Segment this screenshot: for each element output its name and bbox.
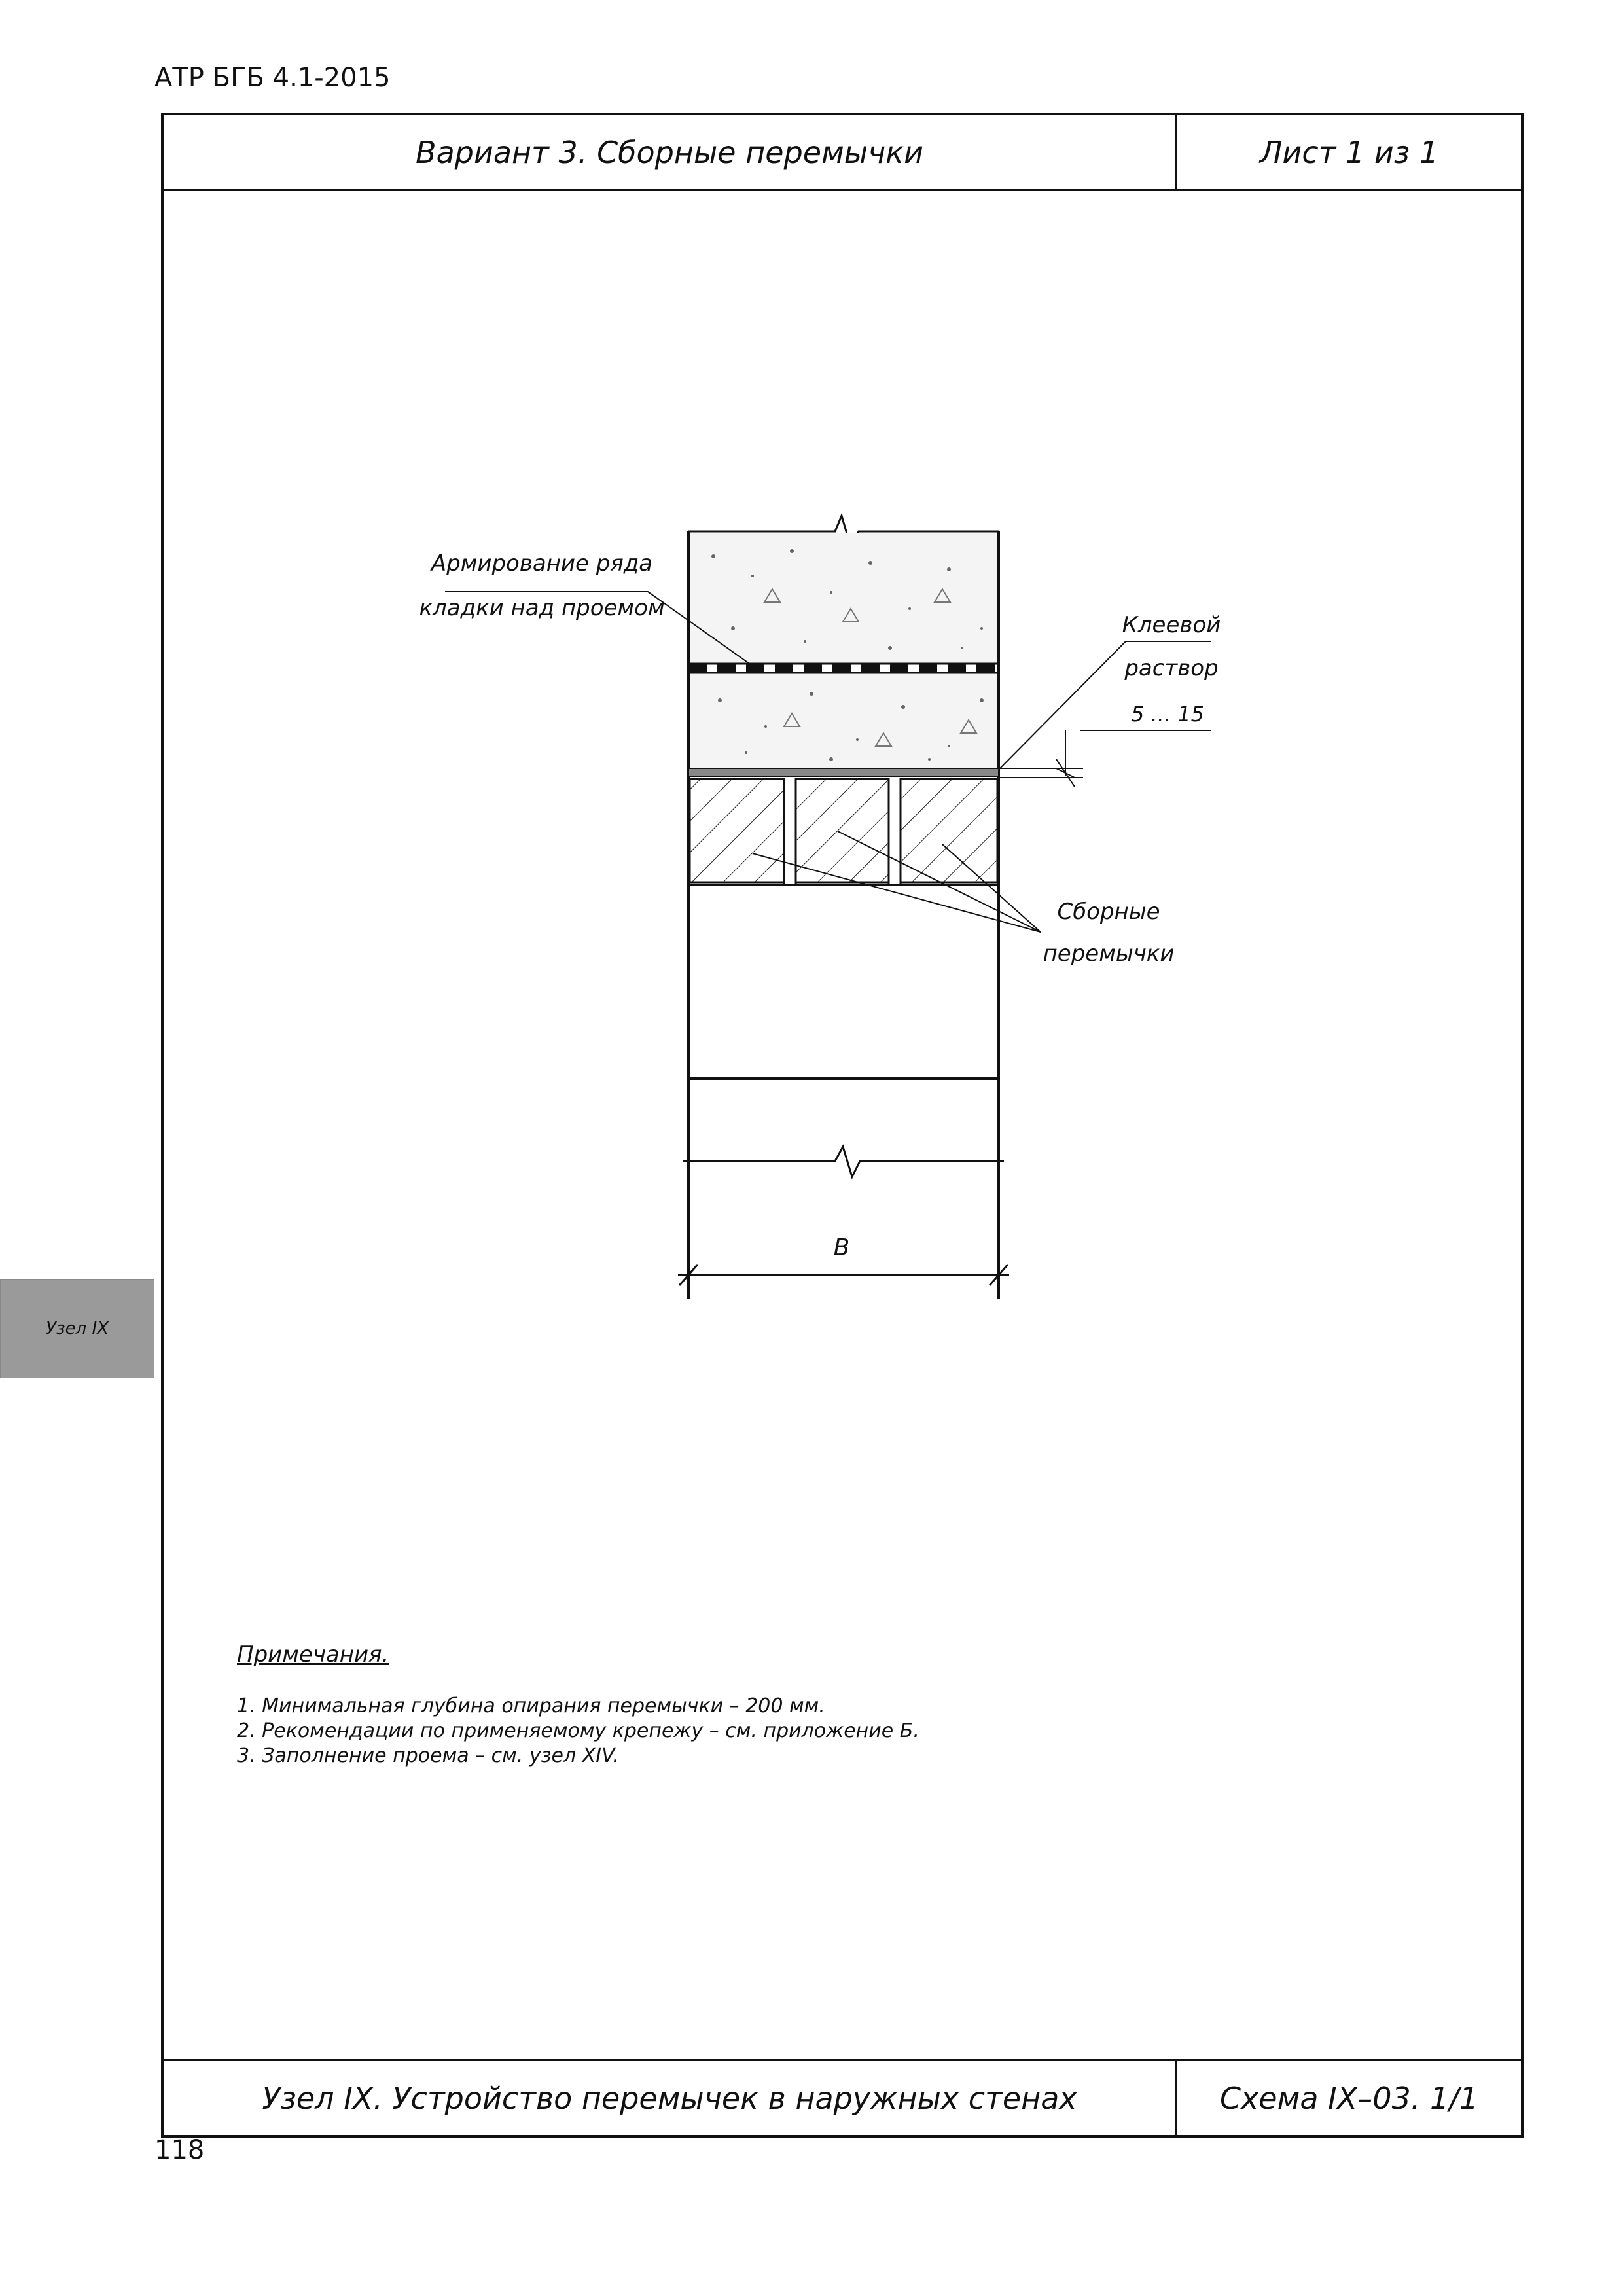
- side-tab-label: Узел IX: [45, 1319, 109, 1338]
- reinforcement-row: [688, 664, 999, 673]
- width-dimension: [678, 1165, 1009, 1299]
- note-item: 2. Рекомендации по применяемому крепежу – см. приложение Б.: [237, 1719, 919, 1742]
- document-code: АТР БГБ 4.1-2015: [154, 63, 391, 93]
- lintels-label-line2: перемычки: [1043, 941, 1175, 967]
- scheme-number: Схема IX–03. 1/1: [1219, 2080, 1479, 2116]
- note-item: 3. Заполнение проема – см. узел XIV.: [237, 1744, 619, 1767]
- note-item: 1. Минимальная глубина опирания перемычки – 200 мм.: [237, 1695, 825, 1717]
- reinforcement-label-line2: кладки над проемом: [419, 595, 665, 621]
- footer-title: Узел IX. Устройство перемычек в наружных стенах: [164, 2061, 1177, 2135]
- adhesive-label-line1: Клеевой: [1122, 612, 1221, 638]
- sheet-number: Лист 1 из 1: [1259, 134, 1439, 170]
- notes-block: [237, 1641, 919, 1768]
- width-dimension-label: B: [833, 1234, 850, 1261]
- reinforcement-label-line1: Армирование ряда: [431, 550, 653, 577]
- joint-dimension-label: 5 ... 15: [1131, 702, 1204, 726]
- notes-title: Примечания.: [237, 1641, 389, 1668]
- bottom-break-line: [683, 1147, 1004, 1177]
- masonry-block-courses: [690, 533, 997, 768]
- adhesive-joint: [688, 768, 999, 776]
- adhesive-label-line2: раствор: [1124, 655, 1219, 681]
- lintels-label-line1: Сборные: [1057, 899, 1160, 925]
- page-number: 118: [154, 2135, 205, 2165]
- sheet-title: Вариант 3. Сборные перемычки: [164, 115, 1177, 189]
- precast-lintels: [690, 778, 997, 884]
